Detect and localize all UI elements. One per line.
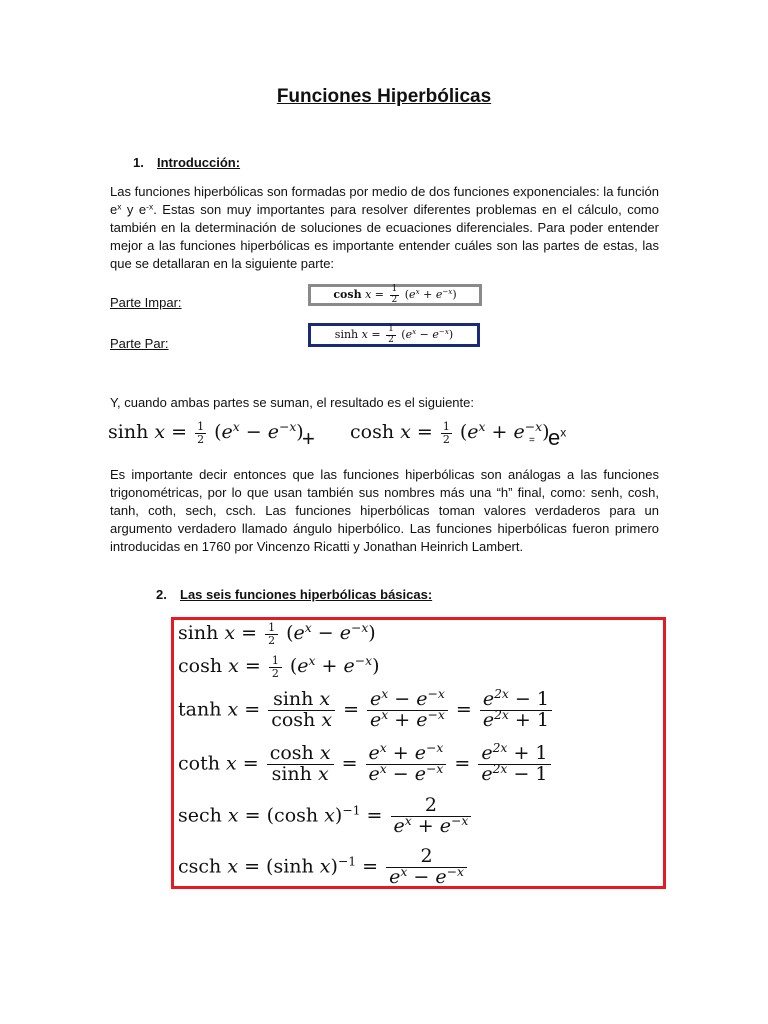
cosh-formula: cosh x = $\frac{1}{2}$ $(e^x + e^{-x})$ — [333, 284, 457, 305]
intro-text-2: y e — [121, 202, 147, 217]
ex-base: e — [548, 425, 561, 450]
formula-tanh: tanh x = $\frac{\text{sinh x}}{\text{cosh x}}$ = $\frac{e^x - e^{-x}}{e^x + e^{-x}}$ = $\frac{e^{2x} - 1}{e^{2x} + 1}$ — [178, 690, 554, 731]
ex-result — [548, 425, 566, 451]
intro-text-3: . Estas son muy importantes para resolver diferentes problemas en el cálculo, como también en la determinación de soluciones de ecuaciones diferenciales. Para poder entender mejor a las funciones hiperbólicas es importante entender cuáles son las partes de estas, las que se detallaran en la siguiente parte: — [110, 202, 659, 271]
section-1-number: 1. — [133, 155, 144, 170]
formula-coth: coth x = $\frac{\text{cosh x}}{\text{sinh x}}$ = $\frac{e^x + e^{-x}}{e^x - e^{-x}}$ = $\frac{e^{2x} + 1}{e^{2x} - 1}$ — [178, 744, 553, 785]
formula-sech: sech x = (cosh x)$^{-1}$ = $\frac{2}{e^x + e^{-x}}$ — [178, 796, 473, 837]
even-part-label: Parte Par: — [110, 336, 169, 351]
section-1-label: Introducción: — [157, 155, 241, 170]
analog-paragraph: Es importante decir entonces que las funciones hiperbólicas son análogas a las funciones trigonométricas, por lo que usan también sus nombres más una “h” final, como: senh, cosh, tanh, coth, sech, csch. Las funciones hiperbólicas toman valores verdaderos para un argumento verdadero llamado ángulo hiperbólico. Las funciones hiperbólicas fueron primero introducidas en 1760 por Vincenzo Ricatti y Jonathan Heinrich Lambert. — [110, 467, 659, 554]
intro-sup-2: -x — [146, 201, 154, 212]
formula-csch: csch x = (sinh x)$^{-1}$ = $\frac{2}{e^x - e^{-x}}$ — [178, 847, 469, 888]
section-2-heading — [156, 587, 432, 602]
sum-sentence: Y, cuando ambas partes se suman, el resultado es el siguiente: — [110, 395, 474, 410]
page-title: Funciones Hiperbólicas — [276, 86, 492, 107]
intro-sup-1: x — [117, 201, 122, 212]
cosh-formula-box — [308, 284, 482, 306]
equals-sign: = — [529, 435, 535, 446]
section-2-label: Las seis funciones hiperbólicas básicas: — [180, 587, 433, 602]
odd-part-label: Parte Impar: — [110, 295, 182, 310]
intro-text-1: Las funciones hiperbólicas son formadas por medio de dos funciones exponenciales: la función e — [110, 184, 659, 217]
formula-cosh: cosh x = $\frac{1}{2}$ $(e^x + e^{-x})$ — [178, 654, 380, 680]
sinh-formula: sinh x = $\frac{1}{2}$ $(e^x - e^{-x})$ — [334, 324, 454, 345]
plus-sign: + — [302, 426, 315, 451]
ex-exponent: x — [560, 425, 567, 440]
formula-sinh: sinh x = $\frac{1}{2}$ $(e^x - e^{-x})$ — [178, 621, 376, 647]
sum-equation-cosh: cosh x = $\frac{1}{2}$ $(e^x + e^{-x})$ — [350, 420, 550, 446]
sinh-formula-box — [308, 323, 480, 347]
sum-equation-sinh: sinh x = $\frac{1}{2}$ $(e^x - e^{-x})$ — [108, 420, 304, 446]
section-2-number: 2. — [156, 587, 167, 602]
section-1-heading — [133, 155, 240, 170]
intro-paragraph — [110, 183, 659, 273]
